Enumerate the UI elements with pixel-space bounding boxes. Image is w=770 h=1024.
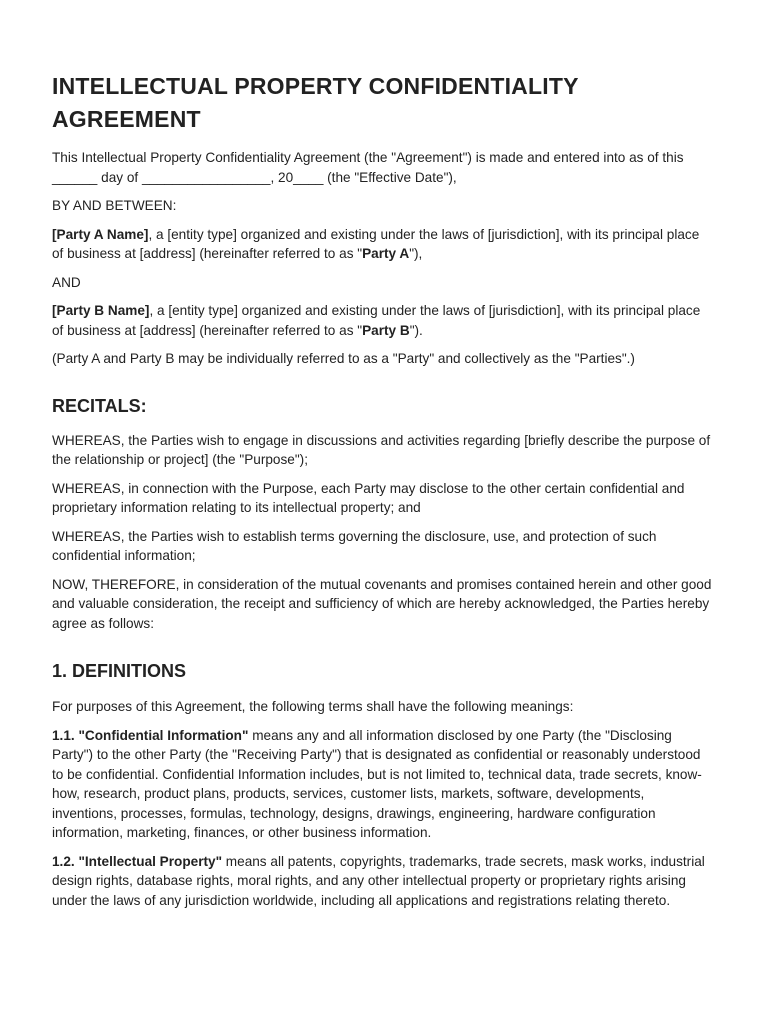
recitals-heading: RECITALS: <box>52 395 147 416</box>
party-b-description: , a [entity type] organized and existing under the laws of [jurisdiction], with its principal place of business at [address] (hereinafter referred to as " <box>52 303 701 338</box>
definition-item <box>52 852 712 911</box>
party-b-short-name: Party B <box>362 322 410 338</box>
party-b-name: [Party B Name] <box>52 303 150 318</box>
party-a-description: , a [entity type] organized and existing under the laws of [jurisdiction], with its principal place of business at [address] (hereinafter referred to as " <box>52 226 700 261</box>
party-b-closing: "). <box>409 322 423 338</box>
definition-text: means any and all information disclosed by one Party (the "Disclosing Party") to the other Party (the "Receiving Party") that is designated as confidential or reasonably understood to be confidential. Confidential Information includes, but is not limited to, technical data, trade secrets, know-how, research, product plans, products, services, customer lists, markets, software, developments, inventions, processes, formulas, technology, designs, drawings, engineering, hardware configuration information, marketing, finances, or other business information. <box>52 727 702 840</box>
party-a-paragraph <box>52 225 712 264</box>
recital-paragraph: WHEREAS, the Parties wish to engage in discussions and activities regarding [briefly describe the purpose of the relationship or project] (the "Purpose"); <box>52 432 711 467</box>
definition-term: 1.1. "Confidential Information" <box>52 727 249 743</box>
party-b-paragraph <box>52 301 712 340</box>
party-a-name: [Party A Name] <box>52 226 149 242</box>
definition-term: 1.2. "Intellectual Property" <box>52 853 223 869</box>
definitions-intro: For purposes of this Agreement, the following terms shall have the following meanings: <box>52 699 574 714</box>
intro-paragraph: This Intellectual Property Confidentiality Agreement (the "Agreement") is made and entered into as of this ______ day of _________________, 20____ (the "Effective Date"), <box>52 150 684 185</box>
party-a-closing: "), <box>409 246 423 261</box>
parties-note: (Party A and Party B may be individually referred to as a "Party" and collectively as the "Parties".) <box>52 351 635 366</box>
definition-text: means all patents, copyrights, trademarks, trade secrets, mask works, industrial design rights, database rights, moral rights, and any other intellectual property or proprietary rights arising under the laws of any jurisdiction worldwide, including all applications and registrations relating thereto. <box>52 853 705 908</box>
definitions-heading: 1. DEFINITIONS <box>52 661 187 681</box>
recital-paragraph: WHEREAS, the Parties wish to establish terms governing the disclosure, use, and protection of such confidential information; <box>52 528 657 563</box>
party-a-short-name: Party A <box>362 246 410 261</box>
and-label: AND <box>52 274 81 290</box>
definition-item <box>52 726 712 843</box>
recital-paragraph: NOW, THEREFORE, in consideration of the mutual covenants and promises contained herein and other good and valuable consideration, the receipt and sufficiency of which are hereby acknowledged, the Parties hereby agree as follows: <box>52 576 712 631</box>
between-label: BY AND BETWEEN: <box>52 198 177 213</box>
recital-paragraph: WHEREAS, in connection with the Purpose, each Party may disclose to the other certain confidential and proprietary information relating to its intellectual property; and <box>52 480 685 515</box>
document-title: INTELLECTUAL PROPERTY CONFIDENTIALITY AGREEMENT <box>52 73 579 132</box>
